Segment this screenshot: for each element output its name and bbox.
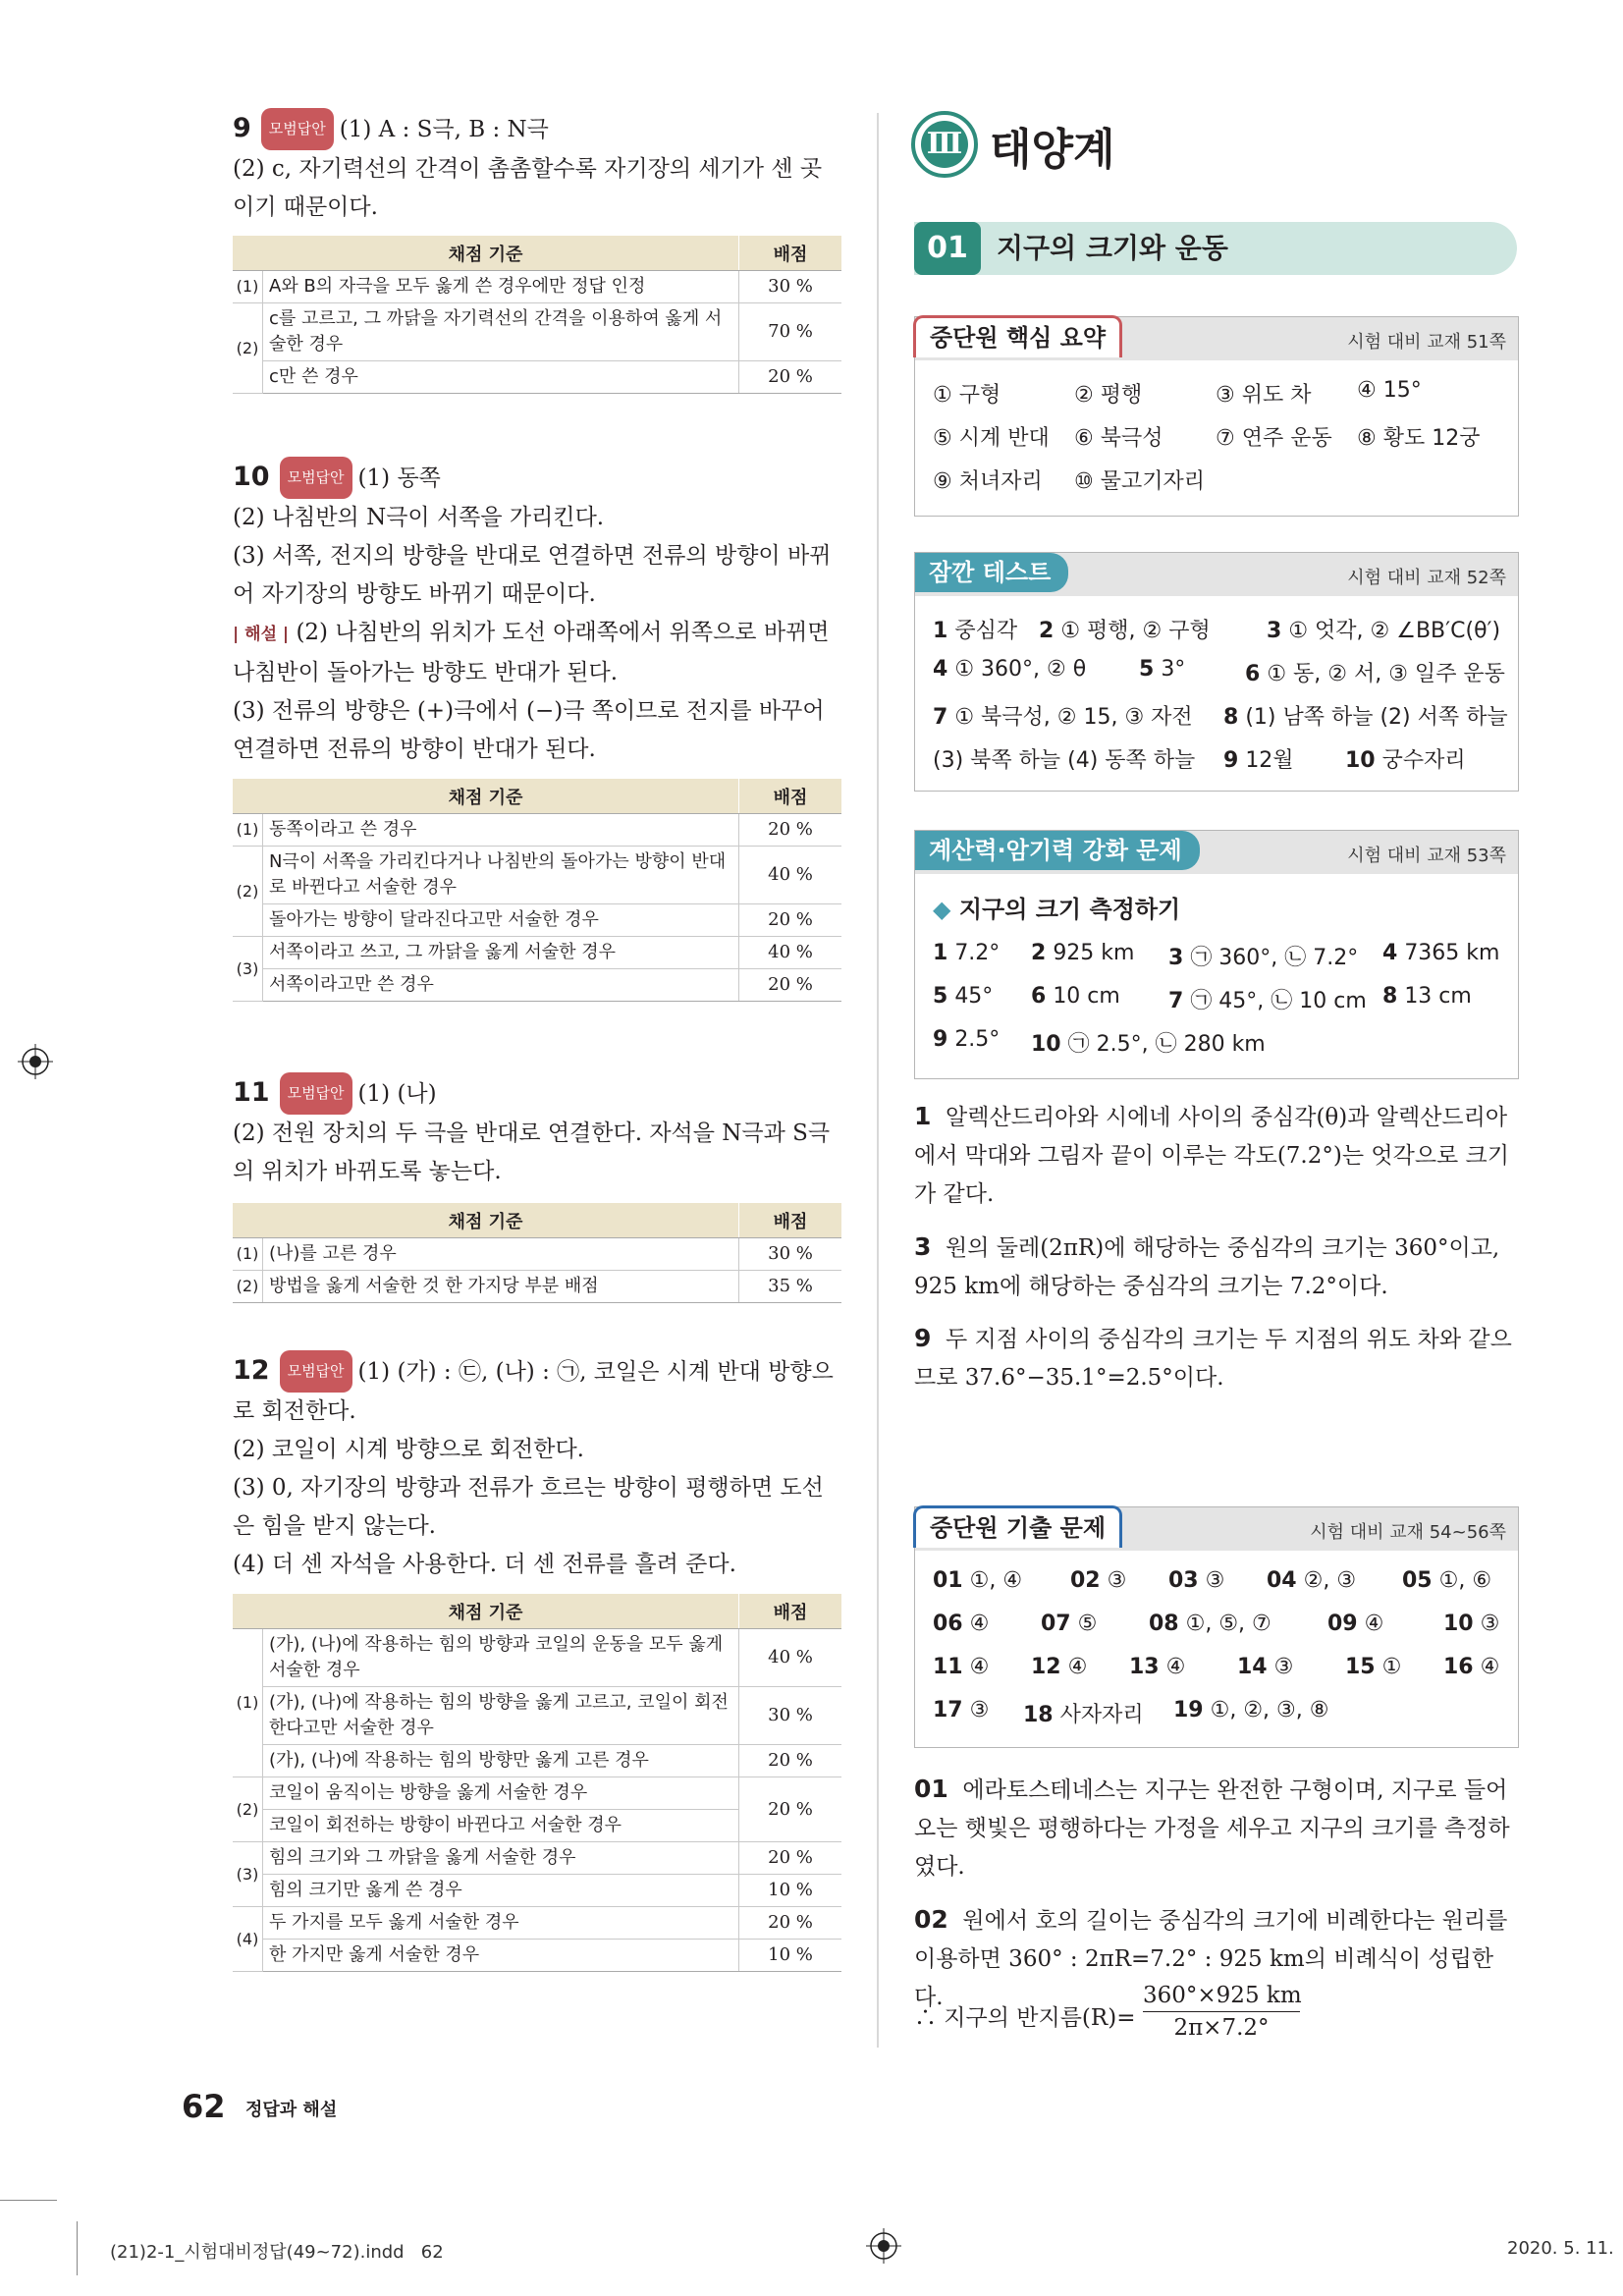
table-row: (1) A와 B의 자극을 모두 옳게 쓴 경우에만 정답 인정 30 % (233, 271, 841, 303)
calc-subtitle: ◆ 지구의 크기 측정하기 (933, 896, 1181, 923)
quick-test-box: 잠깐 테스트 시험 대비 교재 52쪽 1 중심각 2 ① 평행, ② 구형 3 ① 엇각, ② ∠BB′C(θ′) 4 ① 360°, ② θ 5 3° 6 ① 동, ② 서, ③ 일주 운동 7 ① 북극성, ② 15, ③ 자전 8 (1) 남쪽 하늘 (2) 서쪽 하늘 (3) 북쪽 하늘 (4) 동쪽 하늘 9 12월 10 궁수자리 (914, 552, 1519, 792)
table-row: 한 가지만 옳게 서술한 경우 10 % (233, 1940, 841, 1972)
explanation-02: 02 원에서 호의 길이는 중심각의 크기에 비례한다는 원리를 이용하면 360° : 2πR=7.2° : 925 km의 비례식이 성립한다. (914, 1905, 1508, 2010)
section-title: 지구의 크기와 운동 (997, 232, 1228, 264)
grading-table-q9: 채점 기준 배점 (1) A와 B의 자극을 모두 옳게 쓴 경우에만 정답 인정 30 % (2) c를 고르고, 그 까닭을 자기력선의 간격을 이용하여 옳게 서술한 경우 70 % c만 쓴 경우 20 % (233, 236, 841, 394)
calculation-box: 계산력·암기력 강화 문제 시험 대비 교재 53쪽 ◆ 지구의 크기 측정하기 1 7.2° 2 925 km 3 ㉠ 360°, ㉡ 7.2° 4 7365 km 5 45° 6 10 cm 7 ㉠ 45°, ㉡ 10 cm 8 13 cm 9 2.5° 10 ㉠ 2.5°, ㉡ 280 km (914, 830, 1519, 1079)
registration-mark-icon (18, 1044, 53, 1079)
section-header (914, 222, 1517, 275)
solution-label: | 해설 | (233, 625, 290, 644)
registration-mark-icon (866, 2228, 901, 2264)
explanation-3: 3 원의 둘레(2πR)에 해당하는 중심각의 크기는 360°이고, 925 km에 해당하는 중심각의 크기는 7.2°이다. (914, 1232, 1500, 1299)
model-answer-badge: 모범답안 (280, 457, 352, 499)
section-number: 01 (914, 222, 981, 275)
grading-table-q12: 채점 기준 배점 (1) (가), (나)에 작용하는 힘의 방향과 코일의 운동을 모두 옳게 서술한 경우 40 % (가), (나)에 작용하는 힘의 방향을 옳게 고르고, 코일이 회전한다고만 서술한 경우 30 % (가), (나)에 작용하는 힘의 방향만 옳게 고른 경우 20 % (2) 코일이 움직이는 방향을 옳게 서술한 경우 20 % 코일이 회전하는 방향이 바뀐다고 서술한 경우 (3) 힘의 크기와 그 까닭을 옳게 서술한 경우 20 % 힘의 크기만 옳게 쓴 경우 10 % (4) 두 가지를 모두 옳게 서술한 경우 20 % 한 가지만 옳게 서술한 경우 10 % (233, 1594, 841, 1972)
explanation-01: 01 에라토스테네스는 지구는 완전한 구형이며, 지구로 들어오는 햇빛은 평행하다는 가정을 세우고 지구의 크기를 측정하였다. (914, 1775, 1510, 1880)
print-date: 2020. 5. 11. (1507, 2238, 1614, 2259)
footer-label: 정답과 해설 (245, 2100, 338, 2120)
column-divider (877, 113, 879, 2048)
diamond-icon: ◆ (933, 896, 951, 923)
grading-table-q10: 채점 기준 배점 (1) 동쪽이라고 쓴 경우 20 % (2) N극이 서쪽을 가리킨다거나 나침반의 돌아가는 방향이 반대로 바뀐다고 서술한 경우 40 % 돌아가는 방향이 달라진다고만 서술한 경우 20 % (3) 서쪽이라고 쓰고, 그 까닭을 옳게 서술한 경우 40 % 서쪽이라고만 쓴 경우 20 % (233, 779, 841, 1002)
past-exam-tab: 중단원 기출 문제 (913, 1505, 1122, 1548)
table-row: (1) (나)를 고른 경우 30 % (233, 1238, 841, 1271)
table-row: (2) c를 고르고, 그 까닭을 자기력선의 간격을 이용하여 옳게 서술한 경우 70 % (233, 303, 841, 361)
summary-box: 중단원 핵심 요약 시험 대비 교재 51쪽 ① 구형 ② 평행 ③ 위도 차 ④ 15° ⑤ 시계 반대 ⑥ 북극성 ⑦ 연주 운동 ⑧ 황도 12궁 ⑨ 처녀자리 ⑩ 물고기자리 (914, 316, 1519, 517)
q11-answer: 11 모범답안 (1) (나) (2) 전원 장치의 두 극을 반대로 연결한다. 자석을 N극과 S극의 위치가 바뀌도록 놓는다. (233, 1072, 841, 1191)
q10-answer: 10 모범답안 (1) 동쪽 (2) 나침반의 N극이 서쪽을 가리킨다. (3) 서쪽, 전지의 방향을 반대로 연결하면 전류의 방향이 바뀌어 자기장의 방향도 바뀌기 때문이다. | 해설 | (2) 나침반의 위치가 도선 아래쪽에서 위쪽으로 바뀌면 나침반이 돌아가는 방향도 반대가 된다. (3) 전류의 방향은 (+)극에서 (−)극 쪽이므로 전지를 바꾸어 연결하면 전류의 방향이 반대가 된다. (233, 457, 841, 769)
table-row: (2) 방법을 옳게 서술한 것 한 가지당 부분 배점 35 % (233, 1271, 841, 1303)
fraction-denominator: 2π×7.2° (1173, 2015, 1270, 2041)
unit-number-circle: Ⅲ (911, 111, 978, 178)
explanation-9: 9 두 지점 사이의 중심각의 크기는 두 지점의 위도 차와 같으므로 37.6°−35.1°=2.5°이다. (914, 1324, 1512, 1391)
model-answer-badge: 모범답안 (261, 108, 334, 150)
fraction-numerator: 360°×925 km (1143, 1980, 1300, 2012)
table-row: (가), (나)에 작용하는 힘의 방향만 옳게 고른 경우 20 % (233, 1745, 841, 1777)
table-row: (3) 서쪽이라고 쓰고, 그 까닭을 옳게 서술한 경우 40 % (233, 937, 841, 969)
past-exam-box: 중단원 기출 문제 시험 대비 교재 54~56쪽 01 ①, ④ 02 ③ 03 ③ 04 ②, ③ 05 ①, ⑥ 06 ④ 07 ⑤ 08 ①, ⑤, ⑦ 09 ④ 10 ③ 11 ④ 12 ④ 13 ④ 14 ③ 15 ① 16 ④ 17 ③ 18 사자자리 19 ①, ②, ③, ⑧ (914, 1506, 1519, 1748)
table-row: 힘의 크기만 옳게 쓴 경우 10 % (233, 1875, 841, 1907)
table-row: (2) 코일이 움직이는 방향을 옳게 서술한 경우 20 % (233, 1777, 841, 1810)
q9-answer: 9 모범답안 (1) A : S극, B : N극 (2) c, 자기력선의 간격이 촘촘할수록 자기장의 세기가 센 곳이기 때문이다. (233, 108, 841, 227)
table-row: (4) 두 가지를 모두 옳게 서술한 경우 20 % (233, 1907, 841, 1940)
table-row: 돌아가는 방향이 달라진다고만 서술한 경우 20 % (233, 904, 841, 937)
explanation-1: 1 알렉산드리아와 시에네 사이의 중심각(θ)과 알렉산드리아에서 막대와 그림자 끝이 이루는 각도(7.2°)는 엇각으로 크기가 같다. (914, 1102, 1509, 1207)
table-row: (2) N극이 서쪽을 가리킨다거나 나침반의 돌아가는 방향이 반대로 바뀐다고 서술한 경우 40 % (233, 847, 841, 904)
model-answer-badge: 모범답안 (280, 1350, 352, 1393)
unit-title: 태양계 (990, 125, 1115, 175)
model-answer-badge: 모범답안 (280, 1072, 352, 1115)
table-row: 서쪽이라고만 쓴 경우 20 % (233, 969, 841, 1002)
table-row: (1) 동쪽이라고 쓴 경우 20 % (233, 814, 841, 847)
table-row: 코일이 회전하는 방향이 바뀐다고 서술한 경우 (233, 1810, 841, 1842)
crop-mark (0, 2200, 57, 2201)
table-row: c만 쓴 경우 20 % (233, 361, 841, 394)
summary-tab: 중단원 핵심 요약 (913, 315, 1122, 357)
file-info: (21)2-1_시험대비정답(49~72).indd 62 (110, 2242, 444, 2263)
grading-table-q11: 채점 기준 배점 (1) (나)를 고른 경우 30 % (2) 방법을 옳게 서술한 것 한 가지당 부분 배점 35 % (233, 1203, 841, 1303)
table-row: (1) (가), (나)에 작용하는 힘의 방향과 코일의 운동을 모두 옳게 서술한 경우 40 % (233, 1629, 841, 1687)
q12-answer: 12 모범답안 (1) (가) : ㉢, (나) : ㉠, 코일은 시계 반대 방향으로 회전한다. (2) 코일이 시계 방향으로 회전한다. (3) 0, 자기장의 방향과 전류가 흐르는 방향이 평행하면 도선은 힘을 받지 않는다. (4) 더 센 자석을 사용한다. 더 센 전류를 흘려 준다. (233, 1350, 841, 1584)
calculation-tab: 계산력·암기력 강화 문제 (915, 831, 1200, 870)
crop-mark (77, 2221, 78, 2275)
quick-test-tab: 잠깐 테스트 (915, 553, 1068, 592)
table-row: (3) 힘의 크기와 그 까닭을 옳게 서술한 경우 20 % (233, 1842, 841, 1875)
page-number: 62 (182, 2088, 226, 2125)
table-row: (가), (나)에 작용하는 힘의 방향을 옳게 고르고, 코일이 회전한다고만 서술한 경우 30 % (233, 1687, 841, 1745)
